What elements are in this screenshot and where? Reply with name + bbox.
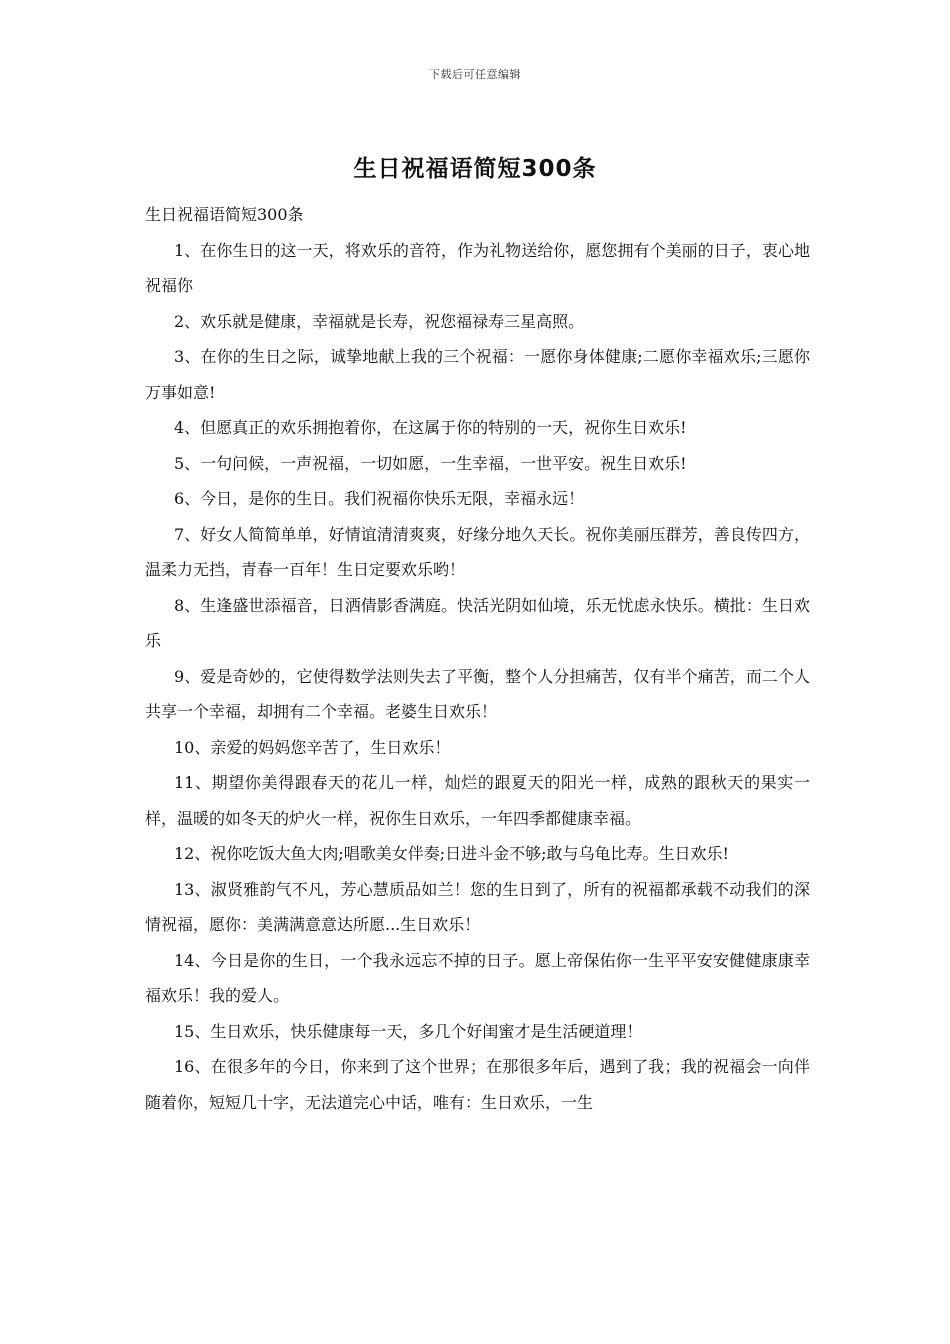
list-item: 16、在很多年的今日，你来到了这个世界；在那很多年后，遇到了我；我的祝福会一向伴随着你，短短几十字，无法道完心中话，唯有：生日欢乐，一生	[145, 1057, 810, 1112]
list-item: 5、一句问候，一声祝福，一切如愿，一生幸福，一世平安。祝生日欢乐!	[174, 453, 687, 473]
header-note: 下载后可任意编辑	[429, 68, 521, 81]
list-item: 9、爱是奇妙的，它使得数学法则失去了平衡，整个人分担痛苦，仅有半个痛苦，而二个人共享一个幸福，却拥有二个幸福。老婆生日欢乐！	[145, 666, 810, 721]
document-body	[145, 197, 810, 1120]
list-item: 13、淑贤雅韵气不凡，芳心慧质品如兰！您的生日到了，所有的祝福都承载不动我们的深情祝福，愿你：美满满意意达所愿...生日欢乐！	[145, 879, 810, 934]
list-item: 1、在你生日的这一天，将欢乐的音符，作为礼物送给你，愿您拥有个美丽的日子，衷心地祝福你	[145, 240, 810, 295]
list-item: 11、期望你美得跟春天的花儿一样，灿烂的跟夏天的阳光一样，成熟的跟秋天的果实一样，温暖的如冬天的炉火一样，祝你生日欢乐，一年四季都健康幸福。	[145, 773, 810, 828]
list-item: 10、亲爱的妈妈您辛苦了，生日欢乐！	[174, 737, 451, 757]
list-item: 7、好女人简简单单，好情谊清清爽爽，好缘分地久天长。祝你美丽压群芳，善良传四方，温柔力无挡，青春一百年！生日定要欢乐哟！	[145, 524, 810, 579]
list-item: 14、今日是你的生日，一个我永远忘不掉的日子。愿上帝保佑你一生平平安安健健康康幸福欢乐！我的爱人。	[145, 950, 810, 1005]
list-item: 8、生逢盛世添福音，日洒倩影香满庭。快活光阴如仙境，乐无忧虑永快乐。横批：生日欢乐	[145, 595, 810, 650]
document-title: 生日祝福语简短300条	[353, 156, 597, 182]
list-item: 4、但愿真正的欢乐拥抱着你，在这属于你的特别的一天，祝你生日欢乐!	[174, 418, 687, 437]
list-item: 2、欢乐就是健康，幸福就是长寿，祝您福禄寿三星高照。	[174, 311, 585, 331]
list-item: 12、祝你吃饭大鱼大肉;唱歌美女伴奏;日进斗金不够;敢与乌龟比寿。生日欢乐!	[174, 844, 729, 863]
list-item: 3、在你的生日之际，诚挚地献上我的三个祝福：一愿你身体健康;二愿你幸福欢乐;三愿你万事如意!	[145, 347, 810, 402]
list-item: 15、生日欢乐，快乐健康每一天，多几个好闺蜜才是生活硬道理！	[174, 1021, 643, 1041]
subtitle: 生日祝福语简短300条	[145, 205, 304, 224]
list-item: 6、今日，是你的生日。我们祝福你快乐无限，幸福永远！	[174, 489, 585, 508]
